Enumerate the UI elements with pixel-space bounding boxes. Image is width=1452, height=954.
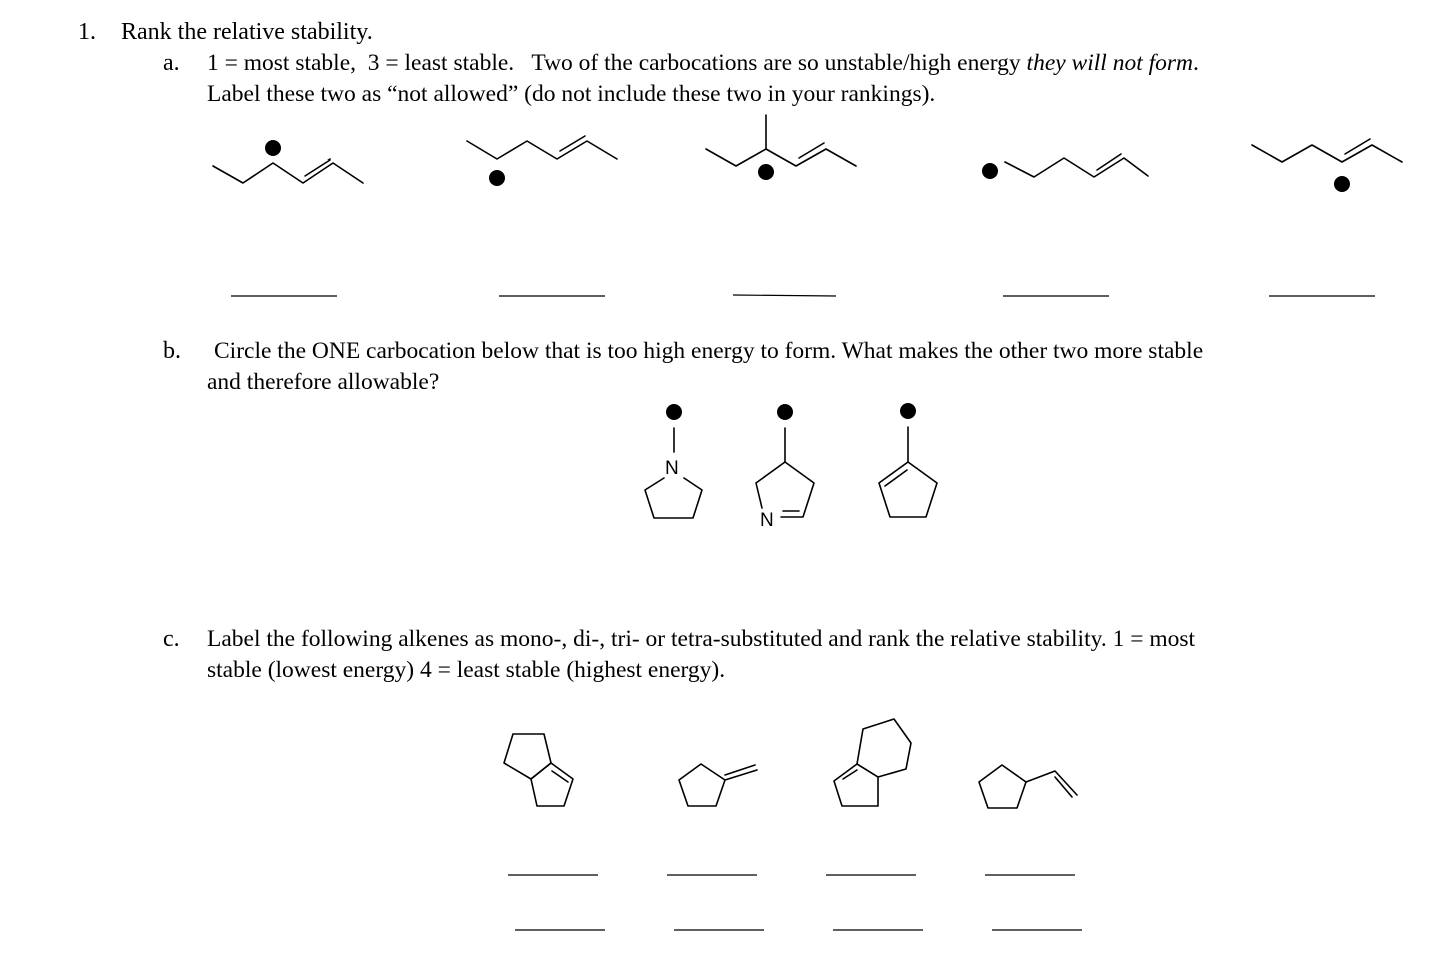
bicyclic-alkene-5-5 xyxy=(504,734,573,806)
plus-charge-icon xyxy=(265,140,281,156)
carbocation-5 xyxy=(1252,139,1402,192)
part-a-line1-start: 1 = most stable, 3 = least stable. Two of the carbocations are so unstable/high energy xyxy=(207,50,1027,76)
methylenecyclopentane xyxy=(679,764,757,806)
part-a-line1-end: . xyxy=(1193,50,1199,76)
part-c-letter: c. xyxy=(163,626,180,652)
n-cation-pyrrolidine xyxy=(645,404,702,518)
carbocation-4 xyxy=(982,154,1148,179)
carbocation-3 xyxy=(706,115,856,180)
vinylcyclopentane xyxy=(979,765,1077,808)
part-c-instructions-line2: stable (lowest energy) 4 = least stable (highest energy). xyxy=(207,657,726,683)
question-number: 1. xyxy=(78,19,96,45)
plus-charge-icon xyxy=(900,403,916,419)
part-a-letter: a. xyxy=(163,50,180,76)
plus-charge-icon xyxy=(982,163,998,179)
answer-blank-a3[interactable] xyxy=(733,295,836,296)
cyclopentenyl-cation xyxy=(879,403,937,517)
dihydropyrrole-cation xyxy=(756,404,814,531)
plus-charge-icon xyxy=(489,170,505,186)
part-b-instructions-line2: and therefore allowable? xyxy=(207,369,440,395)
bicyclic-alkene-5-6 xyxy=(834,719,911,806)
question-title: Rank the relative stability. xyxy=(121,19,373,45)
carbocation-2 xyxy=(467,136,617,186)
plus-charge-icon xyxy=(777,404,793,420)
nitrogen-label: N xyxy=(665,458,679,479)
nitrogen-label: N xyxy=(760,510,774,531)
part-c-instructions-line1: Label the following alkenes as mono-, di-, tri- or tetra-substituted and rank the relative stability. 1 = most xyxy=(207,626,1196,652)
plus-charge-icon xyxy=(666,404,682,420)
part-b-letter: b. xyxy=(163,338,181,364)
part-b-instructions-line1: Circle the ONE carbocation below that is too high energy to form. What makes the other two more stable xyxy=(214,338,1204,364)
plus-charge-icon xyxy=(1334,176,1350,192)
plus-charge-icon xyxy=(758,164,774,180)
part-a-instructions-line2: Label these two as “not allowed” (do not include these two in your rankings). xyxy=(207,81,936,107)
carbocation-1-chain xyxy=(210,160,370,190)
part-a-line1-italic: they will not form xyxy=(1026,50,1193,76)
